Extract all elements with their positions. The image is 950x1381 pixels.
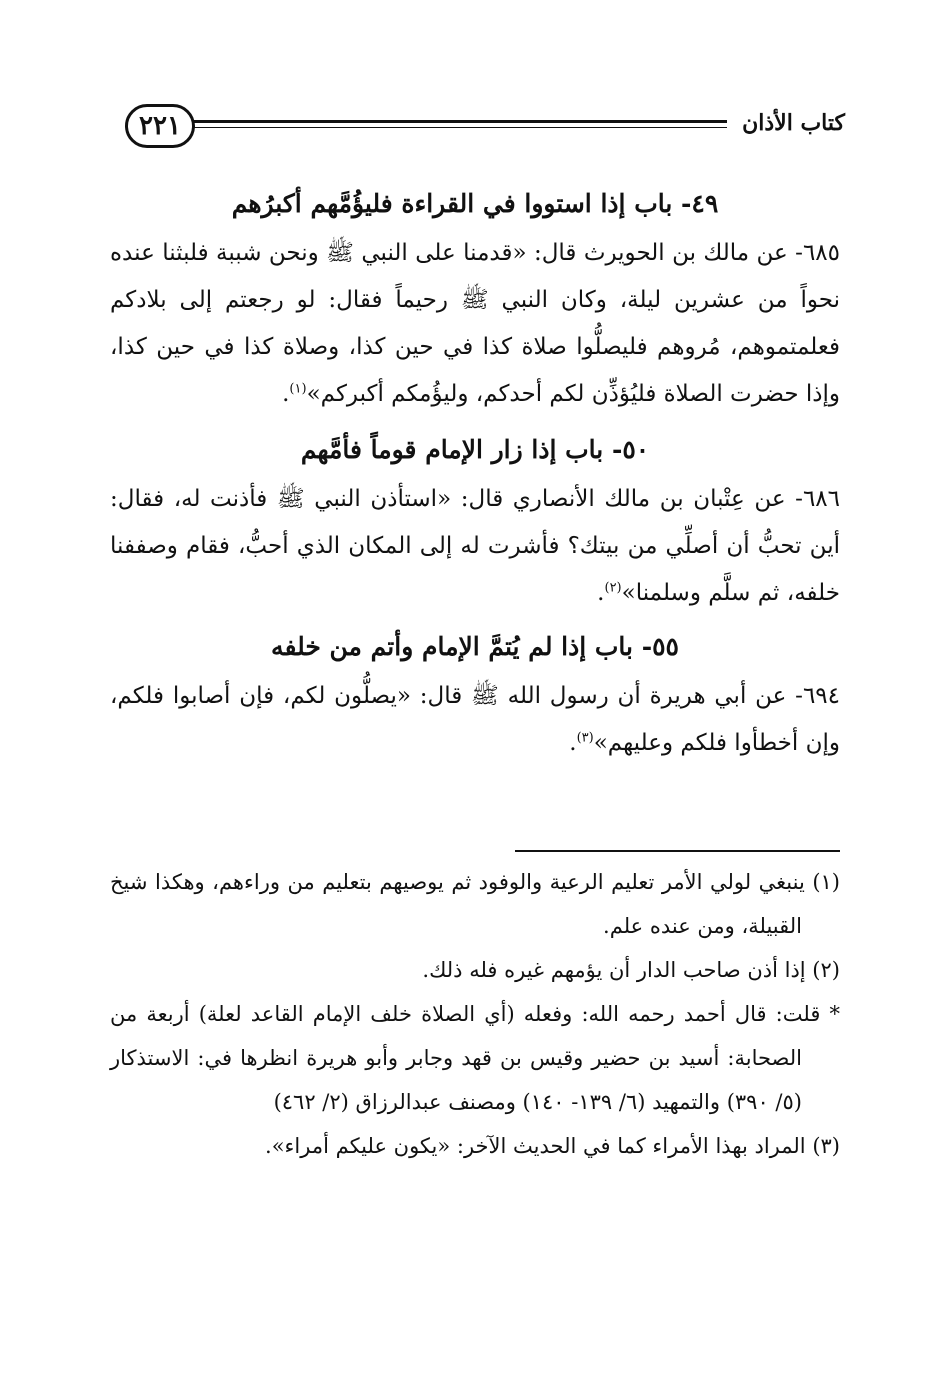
page-header — [125, 102, 845, 152]
editor-note: * قلت: قال أحمد رحمه الله: وفعله (أي الصلاة خلف الإمام القاعد لعلة) أربعة من الصحابة: أسيد بن حضير وقيس بن قهد وجابر وأبو هريرة انظرها في: الاستذكار (٥/ ٣٩٠) والتمهيد (٦/ ١٣٩- ١٤٠) ومصنف عبدالرزاق (٢/ ٤٦٢) — [110, 1002, 840, 1114]
footnotes — [110, 860, 840, 1168]
footnote-ref: (٣) — [576, 730, 594, 746]
footnote-ref: (١) — [289, 381, 307, 397]
hadith-body: ٦٩٤- عن أبي هريرة أن رسول الله ﷺ قال: «يصلُّون لكم، فإن أصابوا فلكم، وإن أخطأوا فلكم وعليهم» — [110, 683, 840, 756]
page-number: ٢٢١ — [125, 104, 195, 148]
hadith-end: . — [569, 730, 577, 756]
hadith-end: . — [282, 381, 290, 407]
hadith-body: ٦٨٦- عن عِتْبان بن مالك الأنصاري قال: «استأذن النبي ﷺ فأذنت له، فقال: أين تحبُّ أن أصلِّي من بيتك؟ فأشرت له إلى المكان الذي أحبُّ، فقام وصففنا خلفه، ثم سلَّم وسلمنا» — [110, 486, 840, 606]
chapter-heading: ٥٥- باب إذا لم يُتمَّ الإمام وأتم من خلفه — [271, 632, 679, 661]
chapter-heading: ٥٠- باب إذا زار الإمام قوماً فأمَّهم — [300, 435, 650, 464]
book-title: كتاب الأذان — [742, 110, 845, 136]
header-rule — [193, 120, 727, 128]
chapter-heading: ٤٩- باب إذا استووا في القراءة فليؤُمَّهم أكبرُهم — [231, 189, 719, 218]
hadith-text — [110, 476, 840, 617]
hadith-body: ٦٨٥- عن مالك بن الحويرث قال: «قدمنا على النبي ﷺ ونحن شببة فلبثنا عنده نحواً من عشرين ليلة، وكان النبي ﷺ رحيماً فقال: لو رجعتم إلى بلادكم فعلمتموهم، مُروهم فليصلُّوا صلاة كذا في حين كذا، وصلاة كذا في حين كذا، وإذا حضرت الصلاة فليُؤذِّن لكم أحدكم، وليؤُمكم أكبركم» — [110, 240, 840, 407]
footnote: (٢) إذا أذن صاحب الدار أن يؤمهم غيره فله ذلك. — [422, 958, 840, 982]
hadith-text — [110, 673, 840, 767]
footnote-ref: (٢) — [604, 580, 622, 596]
hadith-end: . — [597, 580, 605, 606]
footnote: (١) ينبغي لولي الأمر تعليم الرعية والوفود ثم يوصيهم بتعليم من وراءهم، وهكذا شيخ القبيلة، ومن عنده علم. — [110, 870, 840, 938]
footnote-separator — [515, 850, 840, 852]
footnote: (٣) المراد بهذا الأمراء كما في الحديث الآخر: «يكون عليكم أمراء». — [265, 1134, 840, 1158]
hadith-text — [110, 230, 840, 418]
main-text — [110, 178, 840, 767]
